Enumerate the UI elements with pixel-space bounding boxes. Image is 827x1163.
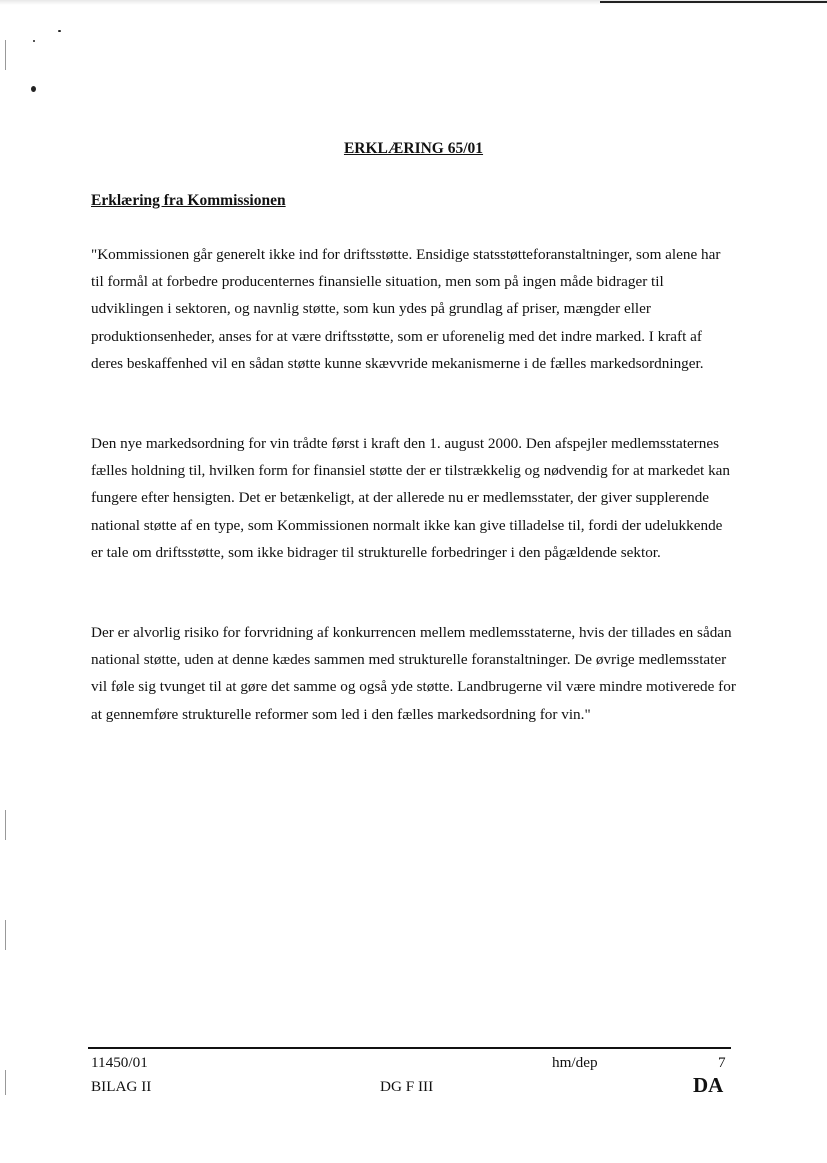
scan-edge-mark [5,40,6,70]
footer-annex: BILAG II [91,1078,152,1095]
scan-edge-mark [5,1070,6,1095]
footer-doc-number: 11450/01 [91,1054,148,1071]
footer-initials: hm/dep [552,1054,598,1071]
footer-language-code: DA [693,1073,724,1097]
paragraph-1: "Kommissionen går generelt ikke ind for driftsstøtte. Ensidige statsstøtteforanstaltninger, som alene har til formål at forbedre producenternes finansielle situation, men som på ingen måde bidrager til udviklingen i sektoren, og navnlig støtte, som kun ydes på grundlag af priser, mængder eller produktionsenheder, anses for at være driftsstøtte, som er uforenelig med det indre marked. I kraft af deres beskaffenhed vil en sådan støtte kunne skævvride mekanismerne i de fælles markedsordninger. [91,246,721,372]
footer-directorate: DG F III [380,1078,434,1095]
footer-rule [88,1047,731,1049]
scan-speck [58,30,61,32]
scan-speck [33,40,35,42]
declaration-title: ERKLÆRING 65/01 [343,140,484,157]
scan-edge-mark [5,920,6,950]
declaration-subtitle: Erklæring fra Kommissionen [91,192,286,209]
scan-speck [31,86,36,92]
footer-page-number: 7 [718,1054,726,1071]
scan-top-line [600,1,827,3]
paragraph-2: Den nye markedsordning for vin trådte først i kraft den 1. august 2000. Den afspejler medlemsstaternes fælles holdning til, hvilken form for finansiel støtte der er tilstrækkelig og nødvendig for at markedet kan fungere efter hensigten. Det er betænkeligt, at der allerede nu er medlemsstater, der giver supplerende national støtte af en type, som Kommissionen normalt ikke kan give tilladelse til, fordi der udelukkende er tale om driftsstøtte, som ikke bidrager til strukturelle forbedringer i den pågældende sektor. [91,435,731,561]
scan-edge-mark [5,810,6,840]
paragraph-3: Der er alvorlig risiko for forvridning af konkurrencen mellem medlemsstaterne, hvis der tillades en sådan national støtte, uden at denne kædes sammen med strukturelle foranstaltninger. De øvrige medlemsstater vil føle sig tvunget til at gøre det samme og også yde støtte. Landbrugerne vil være mindre motiverede for at gennemføre strukturelle reformer som led i den fælles markedsordning for vin." [91,624,736,723]
